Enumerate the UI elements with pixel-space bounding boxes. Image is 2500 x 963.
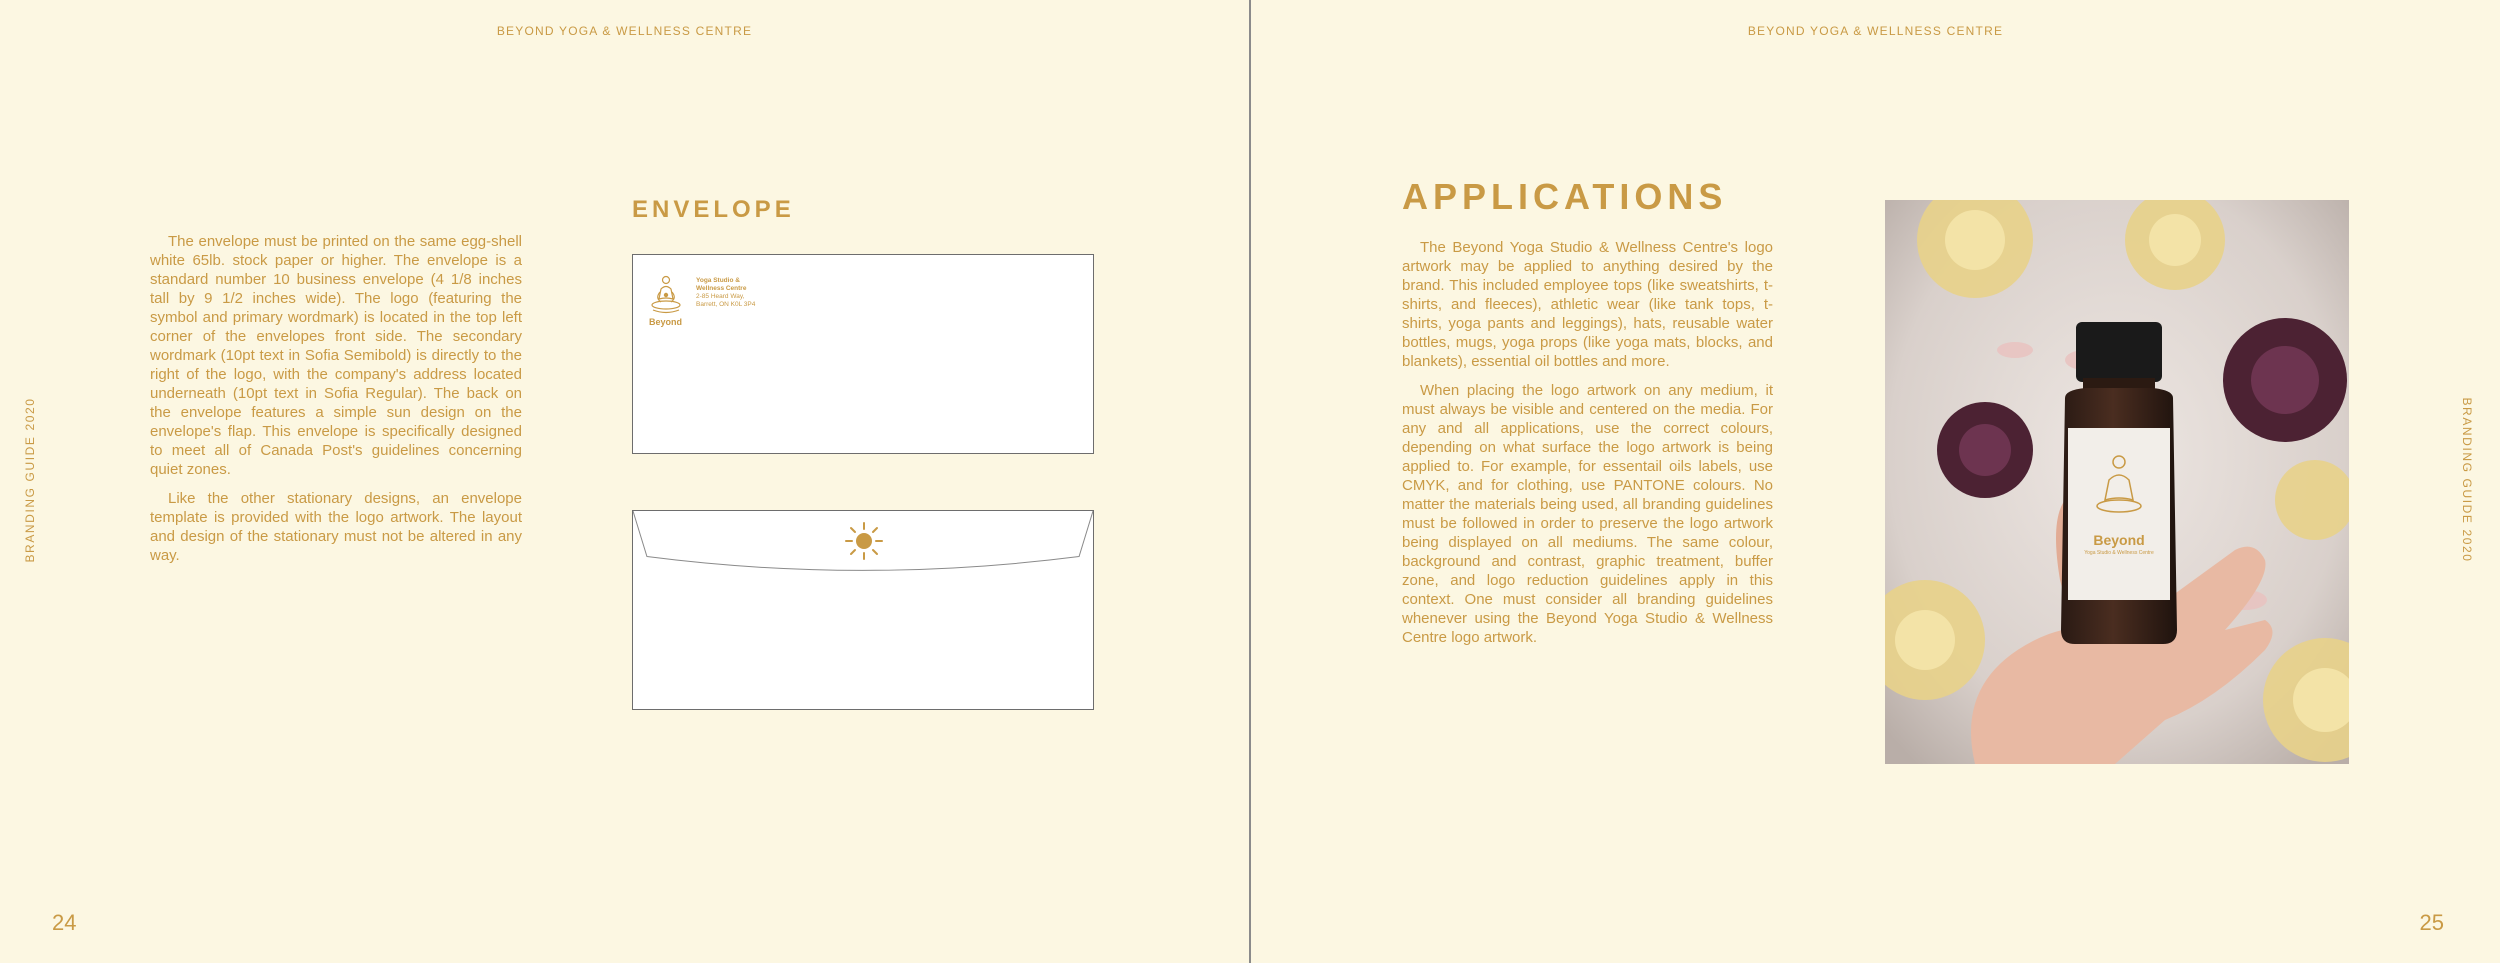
running-header: BEYOND YOGA & WELLNESS CENTRE xyxy=(496,24,753,38)
essential-oil-bottle-photo xyxy=(1885,200,2349,764)
bottle-label-subtitle: Yoga Studio & Wellness Centre xyxy=(2084,550,2154,556)
org-name: Wellness Centre xyxy=(696,285,747,292)
paragraph: The Beyond Yoga Studio & Wellness Centre's logo artwork may be applied to anything desired by the brand. This included employee tops (like sweatshirts, t-shirts, and fleeces), athletic wear (like tank tops, t-shirts, yoga pants and leggings), hats, reusable water bottles, mugs, yoga props (like yoga mats, blocks, and blankets), essential oil bottles and more. xyxy=(1402,239,1773,370)
right-page xyxy=(1251,0,2500,963)
meditation-logo-icon xyxy=(649,273,683,317)
page-number: 24 xyxy=(52,910,77,935)
section-title: APPLICATIONS xyxy=(1402,176,1728,217)
paragraph: Like the other stationary designs, an envelope template is provided with the logo artwork. The layout and design of the stationary must not be altered in any way. xyxy=(150,490,522,564)
address-line: 2-85 Heard Way, xyxy=(696,293,745,300)
envelope-back xyxy=(632,510,1094,710)
applications-description xyxy=(1402,238,1773,657)
running-header: BEYOND YOGA & WELLNESS CENTRE xyxy=(1747,24,2004,38)
address-line: Barrett, ON K0L 3P4 xyxy=(696,301,756,308)
paragraph: When placing the logo artwork on any medium, it must always be visible and centered on the media. For any and all applications, use the correct colours, depending on what surface the logo artwork is being applied to. For example, for essentail oils labels, use CMYK, and for clothing, use PANTONE colours. No matter the materials being used, all branding guidelines must be followed in order to preserve the logo artwork being displayed on all mediums. The same colour, background and contrast, graphic treatment, buffer zone, and logo reduction guidelines apply in this context. One must consider all branding guidelines whenever using the Beyond Yoga Studio & Wellness Centre logo artwork. xyxy=(1402,382,1773,646)
side-label: BRANDING GUIDE 2020 xyxy=(2460,397,2474,563)
envelope-description xyxy=(150,232,522,575)
paragraph: The envelope must be printed on the same egg-shell white 65lb. stock paper or higher. The envelope is a standard number 10 business envelope (4 1/8 inches tall by 9 1/2 inches wide). The logo (featuring the symbol and primary wordmark) is located in the top left corner of the envelopes front side. The secondary wordmark (10pt text in Sofia Semibold) is directly to the right of the logo, with the company's address located underneath (10pt text in Sofia Regular). The back on the envelope features a simple sun design on the envelope's flap. This envelope is specifically designed to meet all of Canada Post's guidelines concerning quiet zones. xyxy=(150,233,522,478)
bottle-label-brand: Beyond xyxy=(2093,532,2145,548)
org-name: Yoga Studio & xyxy=(696,277,740,284)
sun-icon xyxy=(844,521,884,561)
left-page xyxy=(0,0,1249,963)
side-label: BRANDING GUIDE 2020 xyxy=(23,397,37,563)
section-title: ENVELOPE xyxy=(632,196,795,223)
logo-wordmark: Beyond xyxy=(649,317,683,327)
page-number: 25 xyxy=(2419,910,2444,935)
bottle-photo-illustration xyxy=(1885,200,2349,764)
envelope-front xyxy=(632,254,1094,454)
envelope-address xyxy=(696,277,755,309)
